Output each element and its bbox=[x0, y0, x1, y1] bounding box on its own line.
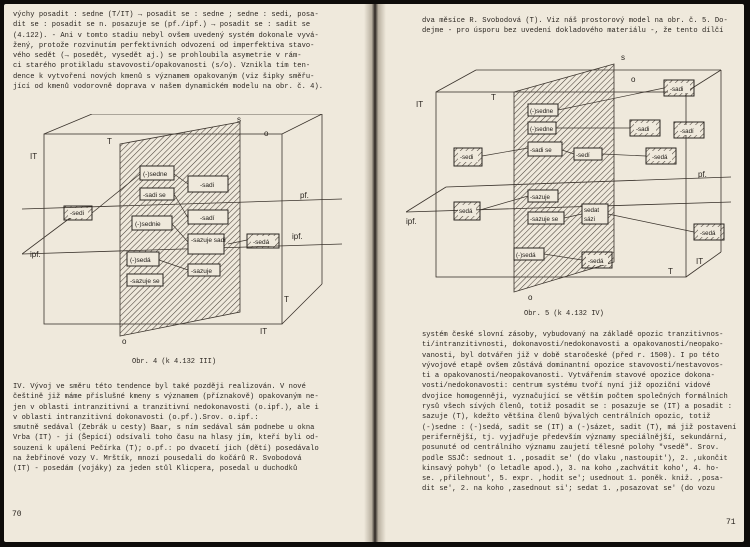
label-o: o bbox=[631, 75, 636, 84]
right-top-text bbox=[422, 16, 728, 37]
text-line: vývojové etapě ovšem zůstává dominantní opozice stavovosti/nestavovos- bbox=[422, 361, 724, 370]
box-label: (-)sedá bbox=[130, 257, 151, 264]
text-line: jící od kmenů vodorovně doprava v našem dynamickém modelu na obr. č. 4). bbox=[13, 83, 324, 92]
text-line: perifernější, tj. vyjadřuje především významy speciálnější, sekundární, bbox=[422, 433, 728, 442]
text-line: sazuje (T), kdežto většina členů bývalých centrálních opozic, totiž bbox=[422, 413, 711, 422]
box-label: -sedi bbox=[70, 210, 85, 217]
label-pf: pf. bbox=[698, 170, 707, 179]
label-ipf-right: ipf. bbox=[292, 232, 303, 241]
label-t-bottom: T bbox=[668, 267, 673, 276]
text-line: podle SSJČ: sednout 1. ,posadit se' (do vlaku ,nastoupit'), 2. ,ukončit bbox=[422, 454, 728, 463]
book-gutter bbox=[364, 4, 386, 542]
right-bottom-text bbox=[422, 330, 736, 495]
text-line: vosti/nedokonavosti: centrum systému tvoří nyní již opoziční vidové bbox=[422, 382, 711, 391]
box-hatched bbox=[630, 120, 660, 136]
box-hatched bbox=[64, 206, 92, 220]
text-line: dva měsíce R. Svobodová (T). Viz náš prostorový model na obr. č. 5. Do- bbox=[422, 17, 728, 25]
text-line: ti a opakovanosti/neopakovanosti. Vytvářením stavové opozice dokona- bbox=[422, 372, 715, 381]
box-label: sedat bbox=[584, 207, 600, 214]
text-line: dejme - pro úsporu bez uvedení dokladového materiálu -, že tento dílčí bbox=[422, 27, 724, 36]
box-hatched bbox=[646, 148, 676, 164]
box-label: -sazuje se bbox=[530, 216, 559, 223]
text-line: ti/intranzitivnosti, dokonavosti/nedokonavosti a opakovanosti/neopako- bbox=[422, 341, 724, 350]
label-o-bottom: o bbox=[122, 337, 127, 346]
text-line: souzeni k upálení Pečírka (T); o.pf.: po dvacetí jich (dětí) posedávalo bbox=[13, 444, 319, 453]
text-line: se. ,přilehnout', 5. expr. ,hodit se'; usednout 1. poněk. kniž. ,posa- bbox=[422, 475, 724, 484]
box-label: -sadí bbox=[200, 215, 215, 222]
box-label: (-)sedá bbox=[516, 252, 536, 259]
box-label: (-)sednie bbox=[135, 221, 161, 228]
text-line: dit se : posadit se n. posazuje se (pf./ipf.) → posadit se : sadit se bbox=[13, 21, 311, 30]
box-label: -sedá bbox=[700, 230, 716, 237]
page-number-right: 71 bbox=[726, 518, 736, 527]
label-o-bottom: o bbox=[528, 293, 533, 302]
box-hatched bbox=[454, 148, 482, 166]
label-s: s bbox=[621, 53, 625, 62]
page-number-left: 70 bbox=[12, 510, 22, 519]
box-label: -sadi bbox=[670, 86, 684, 93]
text-line: na žebřinové vozy V. Mrštík, mnozí pousedali do kočárů R. Svobodová bbox=[13, 455, 302, 464]
box-label: -sadí bbox=[680, 128, 694, 135]
label-it-right: IT bbox=[696, 257, 704, 266]
box-label: -sadi se bbox=[143, 192, 166, 199]
label-t: T bbox=[107, 137, 112, 146]
label-t: T bbox=[491, 93, 496, 102]
box-hatched bbox=[694, 224, 724, 240]
box-hatched bbox=[664, 80, 694, 96]
right-page bbox=[376, 4, 744, 542]
label-it: IT bbox=[30, 152, 38, 161]
text-line: Vrba (IT) - jí (Šepící) odsívali toho času na hlasy jím, kteří byli od- bbox=[13, 434, 319, 443]
box-label: -sadi se bbox=[530, 147, 552, 154]
text-line: jen v oblasti intranzitivní a tranzitivní nedokonavosti (o.ipf.), ale i bbox=[13, 403, 319, 412]
box-label: -sedá bbox=[253, 239, 270, 246]
text-line: IV. Vývoj ve směru této tendence byl také později realizován. V nové bbox=[13, 383, 306, 391]
figure-5-caption: Obr. 5 (k 4.132 IV) bbox=[524, 310, 604, 318]
box-label: sedá bbox=[459, 208, 473, 215]
text-line: dvojice homogenněji, vyznačující se větším počtem společných formálních bbox=[422, 392, 728, 401]
label-ipf-left: ipf. bbox=[30, 250, 41, 259]
box-label: (-)sedne bbox=[143, 171, 168, 178]
box-label: -sedi bbox=[460, 154, 474, 161]
text-line: dence k vytvoření nových kmenů s významem opakovaným (viz šipky směřu- bbox=[13, 72, 315, 81]
box-label: -sedí bbox=[576, 152, 590, 159]
text-line: vého sedět (→ posedět, vysedět aj.) se prohloubila asymetrie v rám- bbox=[13, 52, 302, 61]
figure-5-diagram bbox=[406, 52, 736, 302]
box-label: -sazuje se bbox=[130, 278, 160, 285]
text-line: češtině již máme příslušné kmeny s významem (příznakově) opakovaným ne- bbox=[13, 393, 319, 402]
box-label: -sazuje bbox=[191, 268, 212, 275]
text-line: výchy posadit : sedne (T/IT) → posadit se : sedne ; sedne : sedi, posa- bbox=[13, 11, 319, 19]
box-label: -sadi bbox=[200, 182, 215, 189]
text-line: dit se', 2. na koho ,zasednout si'; sedat 1. ,posazovat se' (do vozu bbox=[422, 485, 715, 494]
text-line: (4.122). - Ani v tomto stadiu nebyl ovšem uvedený systém dokonale vyvá- bbox=[13, 31, 319, 40]
box-label: -sazuje bbox=[530, 194, 550, 201]
left-bottom-text bbox=[13, 382, 319, 475]
text-line: (IT) - posedám (vojáky) za jeden stůl Klicpera, posedal u duchodků bbox=[13, 465, 298, 474]
box-hatched bbox=[247, 234, 279, 248]
text-line: ci starého protikladu stavovosti/opakovanosti (s/o). Vznikla tím ten- bbox=[13, 62, 311, 71]
label-it-bottom: IT bbox=[260, 327, 268, 336]
box-label: (-)sedne bbox=[530, 108, 554, 115]
text-line: v oblasti intranzitivní dokonavosti (o.pf.).Srov. o.ipf.: bbox=[13, 413, 259, 422]
text-line: smutně sedával (Zebrák u cesty) Baar, s ním sedával sám podnebe u okna bbox=[13, 424, 315, 433]
box-label: -sedá bbox=[652, 154, 668, 161]
box-hatched bbox=[674, 122, 704, 138]
text-line: žený, protože rozvinutím perfektivních odvození od imperfektiva stavo- bbox=[13, 41, 315, 50]
text-line: kinsavý pohyb' (o letadle apod.), 3. na koho ,zachvátit koho', 4. ho- bbox=[422, 464, 720, 473]
label-ipf: ipf. bbox=[406, 217, 417, 226]
box-hatched bbox=[582, 252, 612, 268]
label-o: o bbox=[264, 129, 269, 138]
left-page bbox=[4, 4, 370, 542]
text-line: rysů všech sívých členů, totiž posadit se : posazuje se (IT) a posadit : bbox=[422, 403, 733, 412]
label-it: IT bbox=[416, 100, 424, 109]
label-t-right: T bbox=[284, 295, 289, 304]
label-pf: pf. bbox=[300, 191, 309, 200]
box-label: -sedá bbox=[588, 258, 604, 265]
label-s: s bbox=[237, 115, 241, 124]
text-line: (-)sedne : (-)sedá, sadit se (IT) a (-)sázet, sadit (T), má již postavení bbox=[422, 423, 737, 432]
text-line: vanosti, byl dotvářen již v době staročeské (před r. 1500). I po této bbox=[422, 351, 720, 360]
text-line: posunuté od centrálního významu zaujetí tělesné polohy "vsedě". Srov. bbox=[422, 444, 720, 453]
figure-4-caption: Obr. 4 (k 4.132 III) bbox=[132, 358, 217, 366]
box-label: -sadi bbox=[636, 126, 650, 133]
box-label: -sazuje sadi bbox=[191, 237, 226, 244]
text-line: systém české slovní zásoby, vybudovaný na základě opozic tranzitivnos- bbox=[422, 331, 724, 339]
figure-4-diagram bbox=[22, 114, 352, 346]
left-top-text bbox=[13, 10, 323, 92]
box-label: (-)sedne bbox=[530, 126, 554, 133]
box-hatched bbox=[454, 202, 480, 220]
box-label: sázi bbox=[584, 216, 596, 223]
book-spread bbox=[4, 4, 744, 542]
